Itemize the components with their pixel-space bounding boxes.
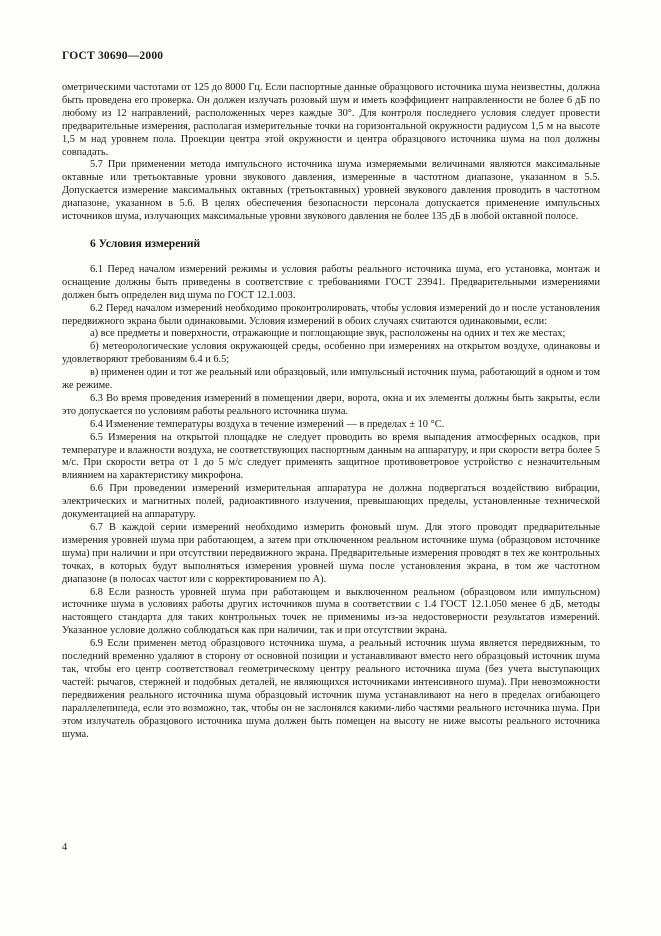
paragraph-6-8: 6.8 Если разность уровней шума при работающем и выключенном реальном (образцовом или импульсном) источнике шума в условиях работы других источников шума в соответствии с 1.4 ГОСТ 12.1.050 менее 6 дБ, методы настоящего стандарта для таких контрольных точек не применимы из-за недостоверности результатов измерений. Указанное условие должно соблюдаться как при наличии, так и при отсутствии экрана. (62, 586, 600, 637)
page-number: 4 (62, 842, 68, 853)
document-body (62, 82, 600, 741)
list-item-6-2-v: в) применен один и тот же реальный или образцовый, или импульсный источник шума, работающий в одном и том же режиме. (62, 367, 600, 392)
list-item-6-2-b: б) метеорологические условия окружающей среды, особенно при измерениях на открытом воздухе, одинаковы и удовлетворяют требованиям 6.4 и 6.5; (62, 341, 600, 366)
document-header: ГОСТ 30690—2000 (62, 50, 164, 62)
paragraph-6-9: 6.9 Если применен метод образцового источника шума, а реальный источник шума является передвижным, то последний временно удаляют в сторону от основной позиции и устанавливают вместо него образцовый источник шума так, чтобы его центр соответствовал геометрическому центру реального источника шума (без учета выступающих частей: рычагов, стержней и подобных деталей, не являющихся источниками интенсивного шума). При невозможности передвижения реального источника шума образцовый источник шума устанавливают на него в пределах огибающего параллелепипеда, если это возможно, так, чтобы он не заслонялся какими-либо частями реального источника шума. При этом излучатель образцового источника шума должен быть помещен на высоту не ниже высоты реального источника шума. (62, 638, 600, 740)
paragraph-6-3: 6.3 Во время проведения измерений в помещении двери, ворота, окна и их элементы должны быть закрыты, если это допускается по условиям работы реального источника шума. (62, 392, 600, 417)
paragraph-5-7: 5.7 При применении метода импульсного источника шума измеряемыми величинами являются максимальные октавные или третьоктавные уровни звукового давления, измеренные в частотном диапазоне, указанном в 5.5. Допускается измерение максимальных октавных (третьоктавных) уровней звукового давления проводить в частотном диапазоне, указанном в 5.6. В целях обеспечения безопасности персонала допускается применение импульсных источников шума, излучающих максимальные уровни звукового давления не более 135 дБ в любой октавной полосе. (62, 159, 600, 223)
paragraph-6-7: 6.7 В каждой серии измерений необходимо измерить фоновый шум. Для этого проводят предварительные измерения уровней шума при работающем, а затем при отключенном реальном источнике шума (образцовом источнике шума) при наличии и при отсутствии передвижного экрана. Предварительные измерения проводят в тех же контрольных точках, в которых будут выполняться измерения уровней шума после установления экрана, в том же частотном диапазоне (в полосах частот или с корректированием по А). (62, 522, 600, 585)
paragraph-6-5: 6.5 Измерения на открытой площадке не следует проводить во время выпадения атмосферных осадков, при температуре и влажности воздуха, не соответствующих паспортным данным на аппаратуру, и при скорости ветра более 5 м/с. При скорости ветра от 1 до 5 м/с следует применять защитное противоветровое устройство с незначительным влиянием на характеристику микрофона. (62, 431, 600, 482)
section-heading: 6 Условия измерений (90, 237, 201, 250)
paragraph-continuation: ометрическими частотами от 125 до 8000 Гц. Если паспортные данные образцового источника шума неизвестны, должна быть проведена его проверка. Он должен излучать розовый шум и иметь коэффициент направленности не более 6 дБ по любому из 12 направлений, расположенных через каждые 30°. Для контроля последнего условия следует провести предварительные измерения, располагая измерительные точки на горизонтальной окружности радиусом 1,5 м на высоте 1,5 м над уровнем пола. Проекции центра этой окружности и центра образцового источника шума на пол должны совпадать. (62, 82, 600, 158)
paragraph-6-1: 6.1 Перед началом измерений режимы и условия работы реального источника шума, его установка, монтаж и оснащение должны быть приведены в соответствие с требованиями ГОСТ 23941. Предварительными измерениями должен быть определен вид шума по ГОСТ 12.1.003. (62, 263, 600, 301)
list-item-6-2-a: а) все предметы и поверхности, отражающие и поглощающие звук, расположены на одних и тех же местах; (90, 328, 566, 340)
paragraph-6-4: 6.4 Изменение температуры воздуха в течение измерений — в пределах ± 10 °С. (90, 418, 445, 430)
paragraph-6-6: 6.6 При проведении измерений измерительная аппаратура не должна подвергаться воздействию вибрации, электрических и магнитных полей, радиоактивного излучения, превышающих пределы, установленные технической документацией на аппаратуру. (62, 483, 600, 521)
paragraph-6-2: 6.2 Перед началом измерений необходимо проконтролировать, чтобы условия измерений до и после установления передвижного экрана были одинаковыми. Условия измерений в обоих случаях считаются одинаковыми, если: (62, 302, 600, 327)
